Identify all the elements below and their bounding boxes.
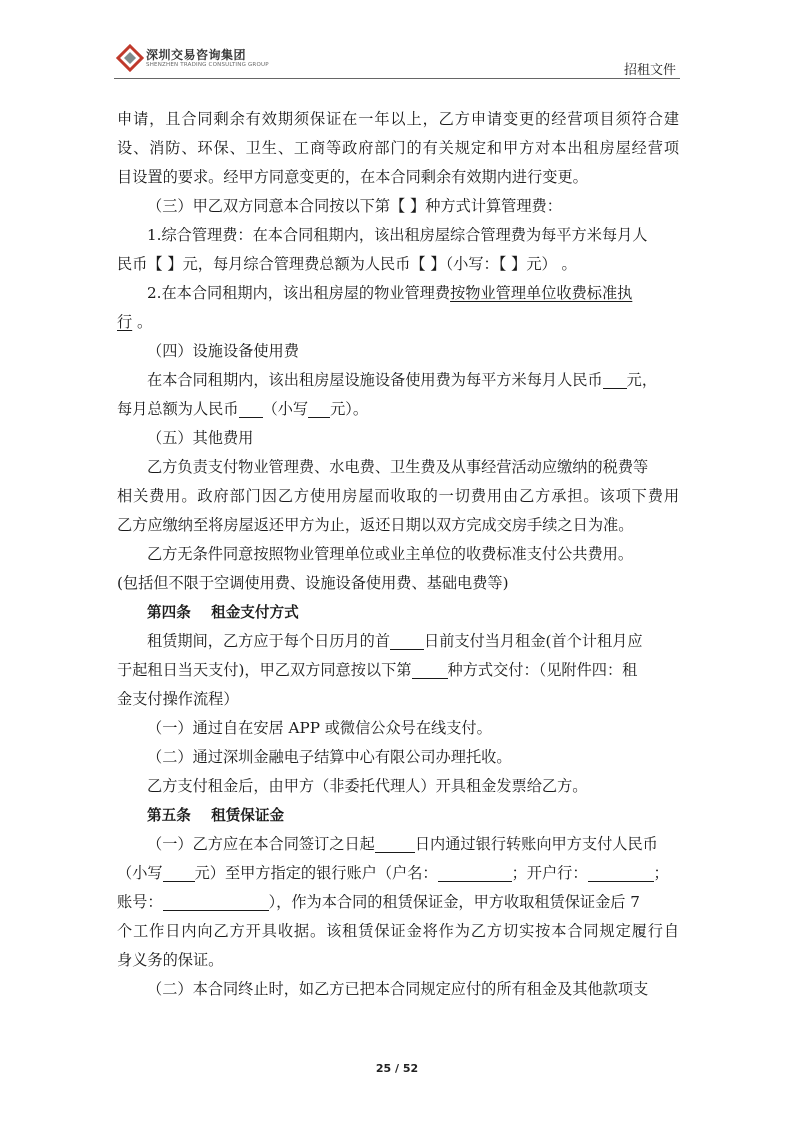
- article-4-heading: 第四条 租金支付方式: [147, 604, 299, 621]
- text-span: 。: [132, 313, 153, 331]
- text-span: 元）至甲方指定的银行账户（户名：: [194, 864, 438, 882]
- text-line: [117, 656, 679, 685]
- text-line: [117, 308, 679, 337]
- text-line: [117, 395, 679, 424]
- text-line: [117, 279, 679, 308]
- document-type: 招租文件: [623, 63, 676, 78]
- company-name-en: SHENZHEN TRADING CONSULTING GROUP: [146, 62, 269, 68]
- text-line: 乙方应缴纳至将房屋返还甲方为止，返还日期以双方完成交房手续之日为准。: [117, 516, 634, 534]
- page-header: [0, 0, 794, 82]
- text-span: 元，: [626, 371, 657, 389]
- text-span: ；开户行：: [511, 864, 588, 882]
- text-line: [117, 830, 679, 859]
- text-line: [117, 888, 679, 917]
- blank-field: [163, 864, 195, 882]
- text-line: 金支付操作流程）: [117, 690, 239, 708]
- text-line: 1.综合管理费：在本合同租期内，该出租房屋综合管理费为每平方米每月人: [147, 226, 648, 244]
- text-span: 日前支付当月租金(首个计租月应: [424, 632, 643, 650]
- text-line: (包括但不限于空调使用费、设施设备使用费、基础电费等): [117, 574, 509, 592]
- blank-field: [163, 893, 269, 911]
- text-line: [117, 627, 679, 656]
- document-body: [117, 105, 679, 1004]
- text-span: （小写: [262, 400, 309, 418]
- blank-field: [603, 371, 627, 389]
- text-line: [117, 366, 679, 395]
- blank-field: [438, 864, 512, 882]
- text-span: 2.在本合同租期内，该出租房屋的物业管理费: [147, 284, 451, 302]
- blank-field: [308, 400, 330, 418]
- text-line: 设、消防、环保、卫生、工商等政府部门的有关规定和甲方对本出租房屋经营项: [117, 139, 679, 157]
- text-span: 日内通过银行转账向甲方支付人民币: [414, 835, 658, 853]
- company-logo-icon: [116, 44, 144, 72]
- text-line: （一）通过自在安居 APP 或微信公众号在线支付。: [147, 719, 492, 737]
- text-line: 乙方支付租金后，由甲方（非委托代理人）开具租金发票给乙方。: [147, 777, 588, 795]
- text-span: 元）。: [330, 400, 369, 418]
- text-span: 账号：: [117, 893, 163, 911]
- text-span: 每月总额为人民币: [117, 400, 239, 418]
- clause-3-heading: （三）甲乙双方同意本合同按以下第【 】种方式计算管理费：: [147, 197, 562, 215]
- text-span: ；: [653, 864, 669, 882]
- text-span: 于起租日当天支付)，甲乙双方同意按以下第: [117, 661, 412, 679]
- text-span: 在本合同租期内，该出租房屋设施设备使用费为每平方米每月人民币: [147, 371, 603, 389]
- blank-field: [588, 864, 654, 882]
- text-line: 乙方负责支付物业管理费、水电费、卫生费及从事经营活动应缴纳的税费等: [147, 458, 649, 476]
- clause-4-heading: （四）设施设备使用费: [147, 342, 299, 360]
- text-line: 申请，且合同剩余有效期须保证在一年以上，乙方申请变更的经营项目须符合建: [117, 110, 679, 128]
- text-line: 民币【 】元，每月综合管理费总额为人民币【 】（小写：【 】元） 。: [117, 255, 577, 273]
- underlined-text: 行: [117, 313, 133, 331]
- text-line: 目设置的要求。经甲方同意变更的，在本合同剩余有效期内进行变更。: [117, 168, 588, 186]
- blank-field: [412, 661, 448, 679]
- text-line: （二）本合同终止时，如乙方已把本合同规定应付的所有租金及其他款项支: [147, 980, 649, 998]
- text-line: 个工作日内向乙方开具收据。该租赁保证金将作为乙方切实按本合同规定履行自: [117, 922, 679, 940]
- text-span: （一）乙方应在本合同签订之日起: [147, 835, 375, 853]
- page-number: 25 / 52: [375, 1062, 419, 1075]
- text-span: 种方式交付：（见附件四：租: [447, 661, 638, 679]
- text-span: ），作为本合同的租赁保证金，甲方收取租赁保证金后 7: [268, 893, 640, 911]
- article-5-heading: 第五条 租赁保证金: [147, 807, 285, 824]
- text-line: [117, 859, 679, 888]
- blank-field: [239, 400, 263, 418]
- blank-field: [390, 632, 424, 650]
- text-line: （二）通过深圳金融电子结算中心有限公司办理托收。: [147, 748, 512, 766]
- text-line: 相关费用。政府部门因乙方使用房屋而收取的一切费用由乙方承担。该项下费用: [117, 487, 679, 505]
- text-span: 租赁期间，乙方应于每个日历月的首: [147, 632, 390, 650]
- text-span: （小写: [117, 864, 163, 882]
- clause-5-heading: （五）其他费用: [147, 429, 254, 447]
- blank-field: [375, 835, 415, 853]
- underlined-text: 按物业管理单位收费标准执: [450, 284, 633, 302]
- company-name: 深圳交易咨询集团: [146, 48, 247, 62]
- text-line: 乙方无条件同意按照物业管理单位或业主单位的收费标准支付公共费用。: [147, 545, 633, 563]
- header-divider: [114, 78, 680, 79]
- text-line: 身义务的保证。: [117, 951, 224, 969]
